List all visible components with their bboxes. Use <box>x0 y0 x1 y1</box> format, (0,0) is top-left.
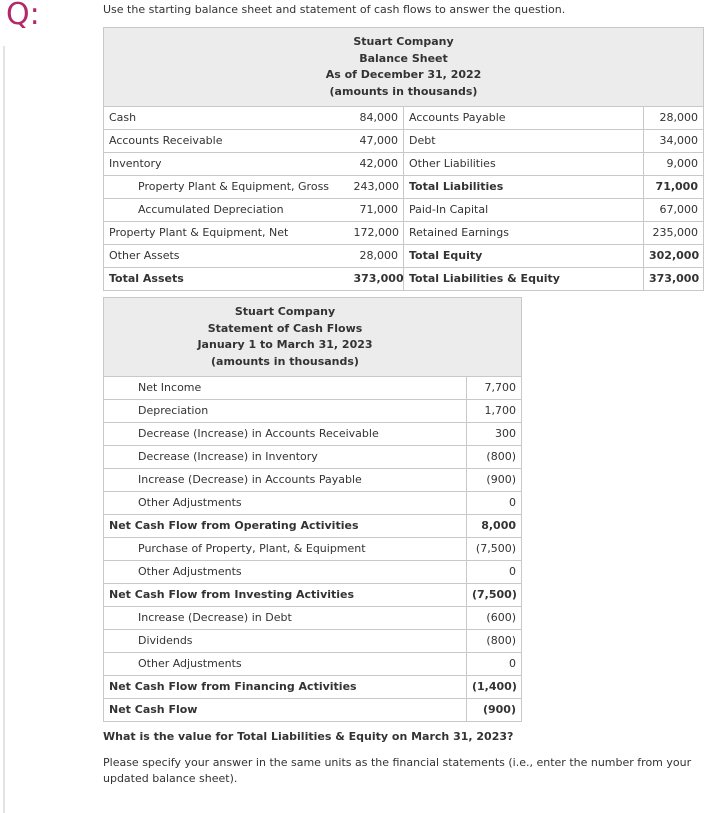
table-row <box>104 245 704 268</box>
total-assets-value: 373,000 <box>349 268 404 291</box>
asset-label: Property Plant & Equipment, Net <box>104 222 349 245</box>
table-row <box>104 515 522 538</box>
cash-flow-value: 300 <box>467 423 522 446</box>
cash-flow-label: Decrease (Increase) in Accounts Receivable <box>104 423 467 446</box>
cash-flow-value: 7,700 <box>467 377 522 400</box>
table-row <box>104 107 704 130</box>
balance-sheet-units: (amounts in thousands) <box>329 84 478 98</box>
table-row <box>104 676 522 699</box>
asset-value: 71,000 <box>349 199 404 222</box>
cash-flow-value: (600) <box>467 607 522 630</box>
total-liabilities-equity-label: Total Liabilities & Equity <box>404 268 644 291</box>
cash-flow-label: Depreciation <box>104 400 467 423</box>
equity-label: Paid-In Capital <box>404 199 644 222</box>
table-row <box>104 469 522 492</box>
asset-value: 28,000 <box>349 245 404 268</box>
cash-flow-subtitle: Statement of Cash Flows <box>207 321 363 335</box>
left-rule <box>3 46 5 813</box>
liability-value: 71,000 <box>644 176 704 199</box>
table-row <box>104 176 704 199</box>
table-row <box>104 377 522 400</box>
asset-label: Property Plant & Equipment, Gross <box>104 176 349 199</box>
question-text: What is the value for Total Liabilities & Equity on March 31, 2023? <box>103 730 514 743</box>
liability-value: 34,000 <box>644 130 704 153</box>
cash-flow-label: Decrease (Increase) in Inventory <box>104 446 467 469</box>
table-row <box>104 538 522 561</box>
cash-flow-company: Stuart Company <box>234 305 336 318</box>
balance-sheet-date: As of December 31, 2022 <box>325 68 482 81</box>
cash-flow-value: 1,700 <box>467 400 522 423</box>
table-row <box>104 153 704 176</box>
cash-flow-label: Purchase of Property, Plant, & Equipment <box>104 538 467 561</box>
cash-flow-table <box>103 297 522 722</box>
table-row <box>104 423 522 446</box>
cash-flow-value: (800) <box>467 630 522 653</box>
net-cash-flow-value: (900) <box>467 699 522 722</box>
question-marker: Q: <box>6 0 40 32</box>
financing-total-label: Net Cash Flow from Financing Activities <box>104 676 467 699</box>
table-row <box>104 561 522 584</box>
total-liabilities-equity-value: 373,000 <box>644 268 704 291</box>
equity-label: Total Equity <box>404 245 644 268</box>
balance-sheet-header <box>104 28 704 107</box>
cash-flow-value: 0 <box>467 561 522 584</box>
operating-total-label: Net Cash Flow from Operating Activities <box>104 515 467 538</box>
table-row <box>104 699 522 722</box>
asset-label: Other Assets <box>104 245 349 268</box>
asset-label: Cash <box>104 107 349 130</box>
total-assets-label: Total Assets <box>104 268 349 291</box>
equity-label: Retained Earnings <box>404 222 644 245</box>
table-row <box>104 492 522 515</box>
asset-label: Inventory <box>104 153 349 176</box>
instructions-text: Please specify your answer in the same units as the financial statements (i.e., enter the number from your updated balance sheet). <box>103 756 692 785</box>
cash-flow-header <box>104 298 522 377</box>
table-row <box>104 222 704 245</box>
cash-flow-label: Other Adjustments <box>104 492 467 515</box>
cash-flow-label: Increase (Decrease) in Debt <box>104 607 467 630</box>
cash-flow-label: Net Income <box>104 377 467 400</box>
table-row <box>104 199 704 222</box>
financing-total-value: (1,400) <box>467 676 522 699</box>
cash-flow-units: (amounts in thousands) <box>211 354 359 368</box>
cash-flow-label: Dividends <box>104 630 467 653</box>
investing-total-label: Net Cash Flow from Investing Activities <box>104 584 467 607</box>
table-row <box>104 446 522 469</box>
asset-value: 84,000 <box>349 107 404 130</box>
equity-value: 302,000 <box>644 245 704 268</box>
table-row <box>104 630 522 653</box>
balance-sheet-subtitle: Balance Sheet <box>359 51 448 65</box>
table-row <box>104 584 522 607</box>
cash-flow-value: (800) <box>467 446 522 469</box>
table-row <box>104 130 704 153</box>
asset-value: 42,000 <box>349 153 404 176</box>
asset-label: Accounts Receivable <box>104 130 349 153</box>
cash-flow-label: Increase (Decrease) in Accounts Payable <box>104 469 467 492</box>
cash-flow-value: (900) <box>467 469 522 492</box>
cash-flow-value: 0 <box>467 492 522 515</box>
table-row <box>104 653 522 676</box>
intro-text: Use the starting balance sheet and statement of cash flows to answer the question. <box>103 3 566 16</box>
cash-flow-period: January 1 to March 31, 2023 <box>197 338 373 351</box>
cash-flow-value: 0 <box>467 653 522 676</box>
table-row <box>104 607 522 630</box>
balance-sheet-company: Stuart Company <box>353 35 454 48</box>
asset-value: 172,000 <box>349 222 404 245</box>
asset-label: Accumulated Depreciation <box>104 199 349 222</box>
cash-flow-value: (7,500) <box>467 538 522 561</box>
balance-sheet-table <box>103 27 704 291</box>
investing-total-value: (7,500) <box>467 584 522 607</box>
liability-value: 28,000 <box>644 107 704 130</box>
asset-value: 47,000 <box>349 130 404 153</box>
net-cash-flow-label: Net Cash Flow <box>104 699 467 722</box>
cash-flow-label: Other Adjustments <box>104 653 467 676</box>
liability-label: Other Liabilities <box>404 153 644 176</box>
equity-value: 235,000 <box>644 222 704 245</box>
table-row <box>104 268 704 291</box>
liability-label: Accounts Payable <box>404 107 644 130</box>
equity-value: 67,000 <box>644 199 704 222</box>
table-row <box>104 400 522 423</box>
liability-label: Total Liabilities <box>404 176 644 199</box>
liability-label: Debt <box>404 130 644 153</box>
liability-value: 9,000 <box>644 153 704 176</box>
cash-flow-label: Other Adjustments <box>104 561 467 584</box>
asset-value: 243,000 <box>349 176 404 199</box>
operating-total-value: 8,000 <box>467 515 522 538</box>
